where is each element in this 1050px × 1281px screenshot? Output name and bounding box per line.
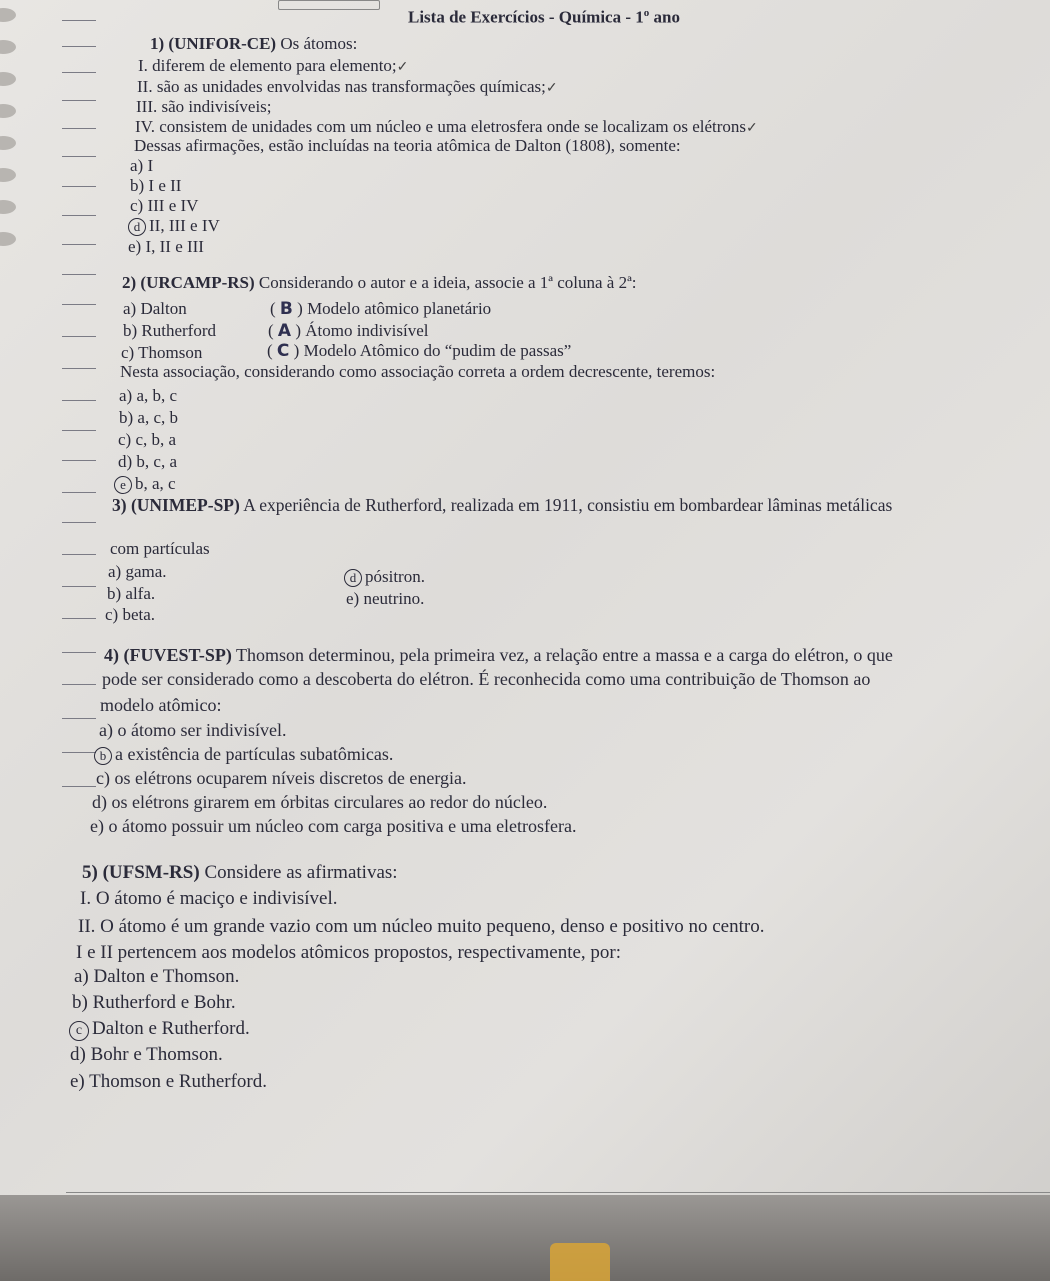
q3-heading-line: 3) (UNIMEP-SP) A experiência de Rutherford, realizada em 1911, consistiu em bombardear lâminas metálicas [112,495,893,515]
school-logo [278,0,380,10]
q5-option-c: c Dalton e Rutherford. [69,1018,250,1041]
check-mark-icon: ✓ [746,121,758,136]
answer-circle-mark: c [69,1021,89,1041]
q2-left-a: a) Dalton [123,299,187,318]
q5-option-a: a) Dalton e Thomson. [74,966,240,987]
notebook-spiral-edge [0,0,30,260]
q2-option-e: e b, a, c [114,474,176,494]
q1-option-c: c) III e IV [130,196,199,215]
table-surface-background [0,1195,1050,1281]
handwritten-answer: A [277,321,292,341]
q3-option-e: e) neutrino. [346,589,425,608]
q2-left-c: c) Thomson [121,343,203,362]
q1-option-d: d II, III e IV [128,216,220,236]
check-mark-icon: ✓ [545,81,558,96]
q4-heading-line: 4) (FUVEST-SP) Thomson determinou, pela primeira vez, a relação entre a massa e a carga do elétron, o que [104,645,893,665]
q3-option-a: a) gama. [108,562,167,581]
q4-option-c: c) os elétrons ocuparem níveis discretos de energia. [96,768,467,788]
q2-prompt: Nesta associação, considerando como associação correta a ordem decrescente, teremos: [120,362,716,381]
yellow-object-background [550,1243,610,1281]
q4-stem-line-2: pode ser considerado como a descoberta do elétron. É reconhecida como uma contribuição de Thomson ao [102,669,871,689]
q4-option-b: b a existência de partículas subatômicas. [94,744,393,765]
q1-item-4: IV. consistem de unidades com um núcleo e uma eletrosfera onde se localizam os elétrons✓ [135,117,758,136]
q3-stem-continued: com partículas [110,539,210,558]
answer-circle-mark: d [344,569,362,587]
answer-circle-mark: d [128,218,146,236]
q1-heading-line: 1) (UNIFOR-CE) Os átomos: [150,34,358,53]
check-mark-icon: ✓ [396,60,409,75]
q3-option-b: b) alfa. [107,584,156,603]
q5-item-1: I. O átomo é maciço e indivisível. [80,888,338,909]
q1-option-e: e) I, II e III [128,237,204,256]
q5-prompt: I e II pertencem aos modelos atômicos propostos, respectivamente, por: [76,942,622,963]
q5-option-e: e) Thomson e Rutherford. [70,1071,267,1092]
q2-right-3: ( C ) Modelo Atômico do “pudim de passas” [267,341,572,361]
answer-circle-mark: b [94,747,112,765]
q2-option-a: a) a, b, c [119,386,178,405]
q2-option-c: c) c, b, a [118,430,177,449]
q2-option-b: b) a, c, b [119,408,179,427]
q1-item-1: I. diferem de elemento para elemento;✓ [138,56,409,75]
answer-circle-mark: e [114,476,132,494]
q5-heading-line: 5) (UFSM-RS) Considere as afirmativas: [82,862,398,883]
q5-option-b: b) Rutherford e Bohr. [72,992,236,1013]
q1-item-3: III. são indivisíveis; [136,97,272,116]
q1-item-2: II. são as unidades envolvidas nas transformações químicas;✓ [137,77,558,96]
q3-option-d: d pósitron. [344,567,425,587]
q2-right-2: ( A ) Átomo indivisível [268,321,429,341]
handwritten-answer: C [276,341,290,361]
q1-option-b: b) I e II [130,176,182,195]
q1-option-a: a) I [130,156,154,175]
q1-prompt: Dessas afirmações, estão incluídas na teoria atômica de Dalton (1808), somente: [134,136,681,155]
q3-option-c: c) beta. [105,605,156,624]
q2-right-1: ( B ) Modelo atômico planetário [270,299,492,319]
handwritten-answer: B [279,299,293,319]
q5-item-2: II. O átomo é um grande vazio com um núcleo muito pequeno, denso e positivo no centro. [78,916,765,937]
q4-option-e: e) o átomo possuir um núcleo com carga positiva e uma eletrosfera. [90,816,577,836]
page-bottom-rule [66,1192,1050,1193]
q2-heading-line: 2) (URCAMP-RS) Considerando o autor e a ideia, associe a 1ª coluna à 2ª: [122,273,637,292]
q5-option-d: d) Bohr e Thomson. [70,1044,223,1065]
q4-option-d: d) os elétrons girarem em órbitas circulares ao redor do núcleo. [92,792,548,812]
q2-left-b: b) Rutherford [123,321,217,340]
q4-option-a: a) o átomo ser indivisível. [99,720,287,740]
q4-stem-line-3: modelo atômico: [100,695,222,715]
q2-option-d: d) b, c, a [118,452,178,471]
page-title: Lista de Exercícios - Química - 1$^o$ ano [408,7,680,27]
